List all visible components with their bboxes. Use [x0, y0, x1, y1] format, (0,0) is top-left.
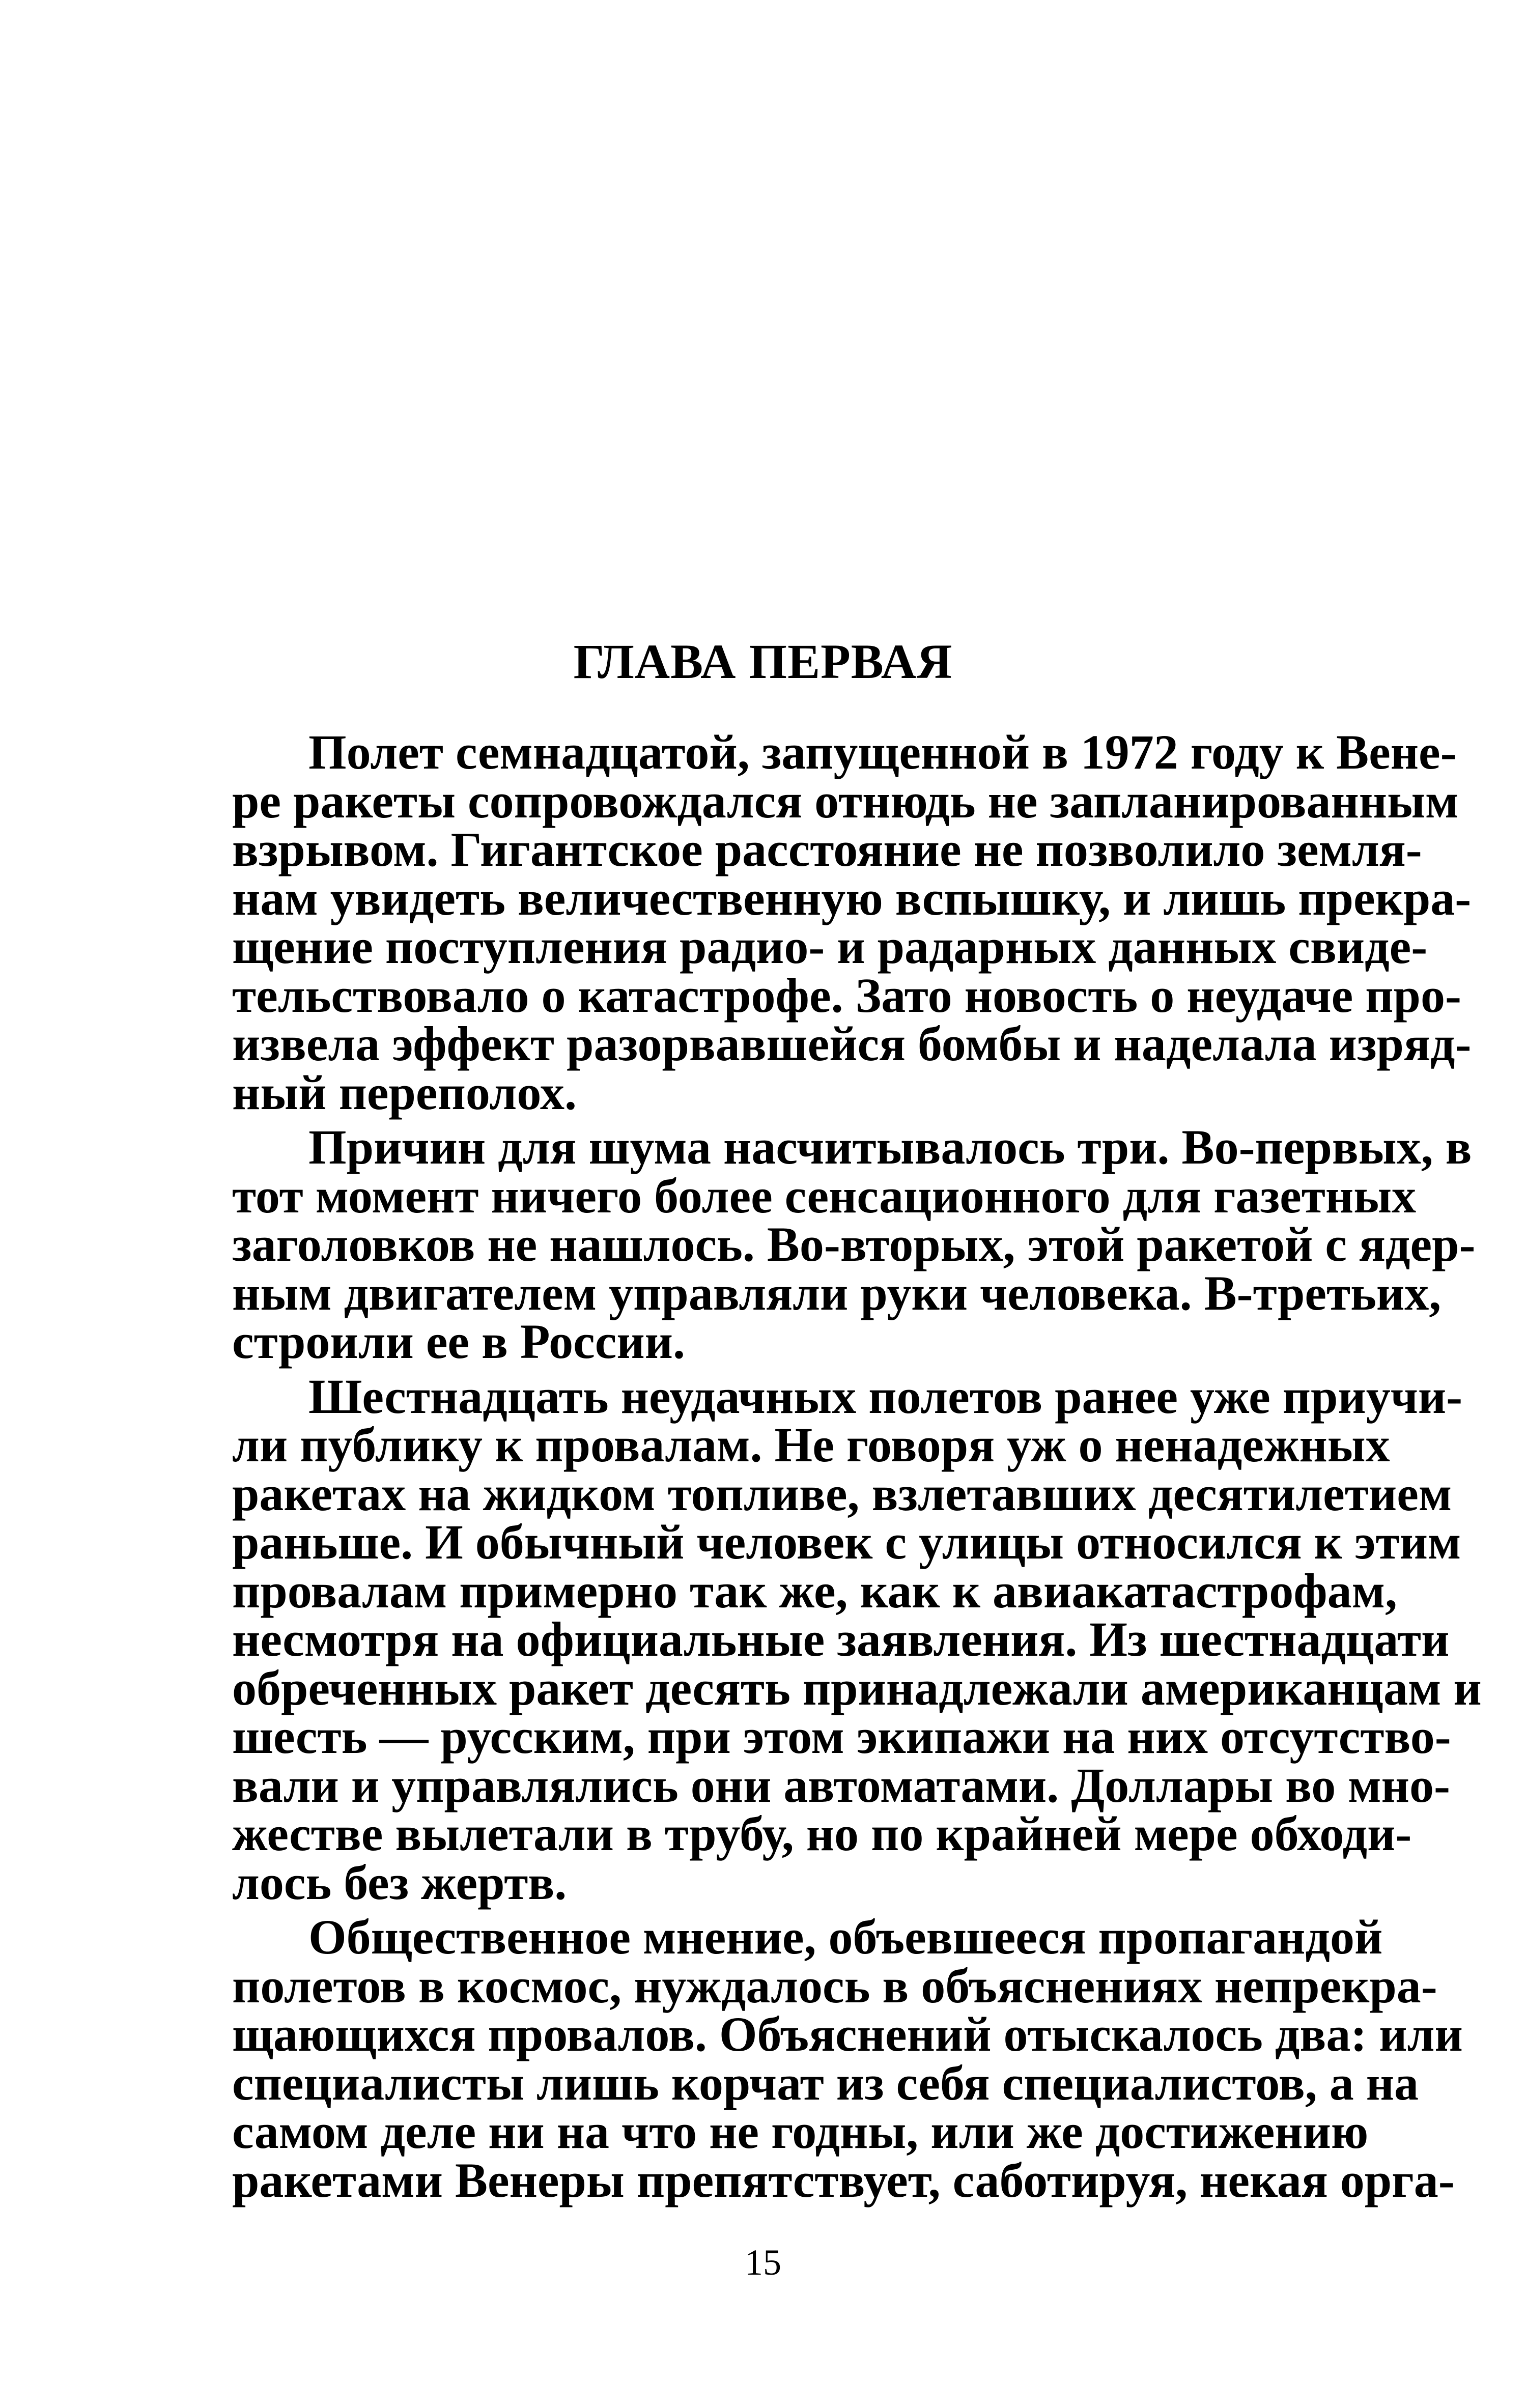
paragraph-4 — [156, 1910, 1463, 2207]
text-line: Причин для шума насчитывалось три. Во-первых, в — [308, 1120, 1472, 1174]
text-line: щающихся провалов. Объяснений отыскалось два: или — [232, 2007, 1463, 2061]
text-line: полетов в космос, нуждалось в объяснениях непрекра- — [232, 1958, 1437, 2013]
text-line: обреченных ракет десять принадлежали американцам и — [232, 1660, 1482, 1715]
text-line: строили ее в России. — [232, 1314, 685, 1369]
text-line: шесть — русским, при этом экипажи на них отсутство- — [232, 1709, 1451, 1764]
text-line: ным двигателем управляли руки человека. В-третьих, — [232, 1265, 1442, 1320]
text-line: провалам примерно так же, как к авиакатастрофам, — [232, 1563, 1398, 1618]
text-line: заголовков не нашлось. Во-вторых, этой ракетой с ядер- — [232, 1217, 1476, 1271]
text-line: ный переполох. — [232, 1065, 577, 1120]
page-number: 15 — [745, 2242, 781, 2283]
text-line: ракетами Венеры препятствует, саботируя, некая орга- — [232, 2152, 1455, 2207]
text-line: ли публику к провалам. Не говоря уж о ненадежных — [232, 1418, 1390, 1472]
text-line: несмотря на официальные заявления. Из шестнадцати — [232, 1612, 1450, 1666]
text-line: тельствовало о катастрофе. Зато новость о неудаче про- — [232, 968, 1461, 1023]
text-line: самом деле ни на что не годны, или же достижению — [232, 2104, 1369, 2159]
text-line: тот момент ничего более сенсационного для газетных — [232, 1168, 1417, 1223]
paragraph-2 — [156, 1120, 1476, 1369]
text-line: взрывом. Гигантское расстояние не позволило земля- — [232, 822, 1422, 876]
body-text — [156, 725, 1482, 2211]
text-line: жестве вылетали в трубу, но по крайней мере обходи- — [232, 1806, 1412, 1861]
text-line: Общественное мнение, объевшееся пропагандой — [308, 1910, 1383, 1964]
text-line: ракетах на жидком топливе, взлетавших десятилетием — [232, 1466, 1452, 1521]
text-line: лось без жертв. — [232, 1855, 567, 1910]
text-line: раньше. И обычный человек с улицы относился к этим — [232, 1515, 1461, 1569]
text-line: щение поступления радио- и радарных данных свиде- — [232, 919, 1428, 974]
chapter-title: ГЛАВА ПЕРВАЯ — [573, 634, 953, 689]
text-line: специалисты лишь корчат из себя специалистов, а на — [232, 2055, 1419, 2110]
paragraph-3 — [156, 1369, 1482, 1910]
text-line: ре ракеты сопровождался отнюдь не запланированным — [232, 773, 1459, 828]
text-line: вали и управлялись они автоматами. Доллары во мно- — [232, 1758, 1450, 1812]
paragraph-1 — [156, 725, 1472, 1120]
text-line: извела эффект разорвавшейся бомбы и наделала изряд- — [232, 1016, 1472, 1071]
text-line: Полет семнадцатой, запущенной в 1972 году к Вене- — [308, 725, 1457, 779]
text-line: нам увидеть величественную вспышку, и лишь прекра- — [232, 870, 1472, 925]
text-line: Шестнадцать неудачных полетов ранее уже приучи- — [308, 1369, 1463, 1424]
